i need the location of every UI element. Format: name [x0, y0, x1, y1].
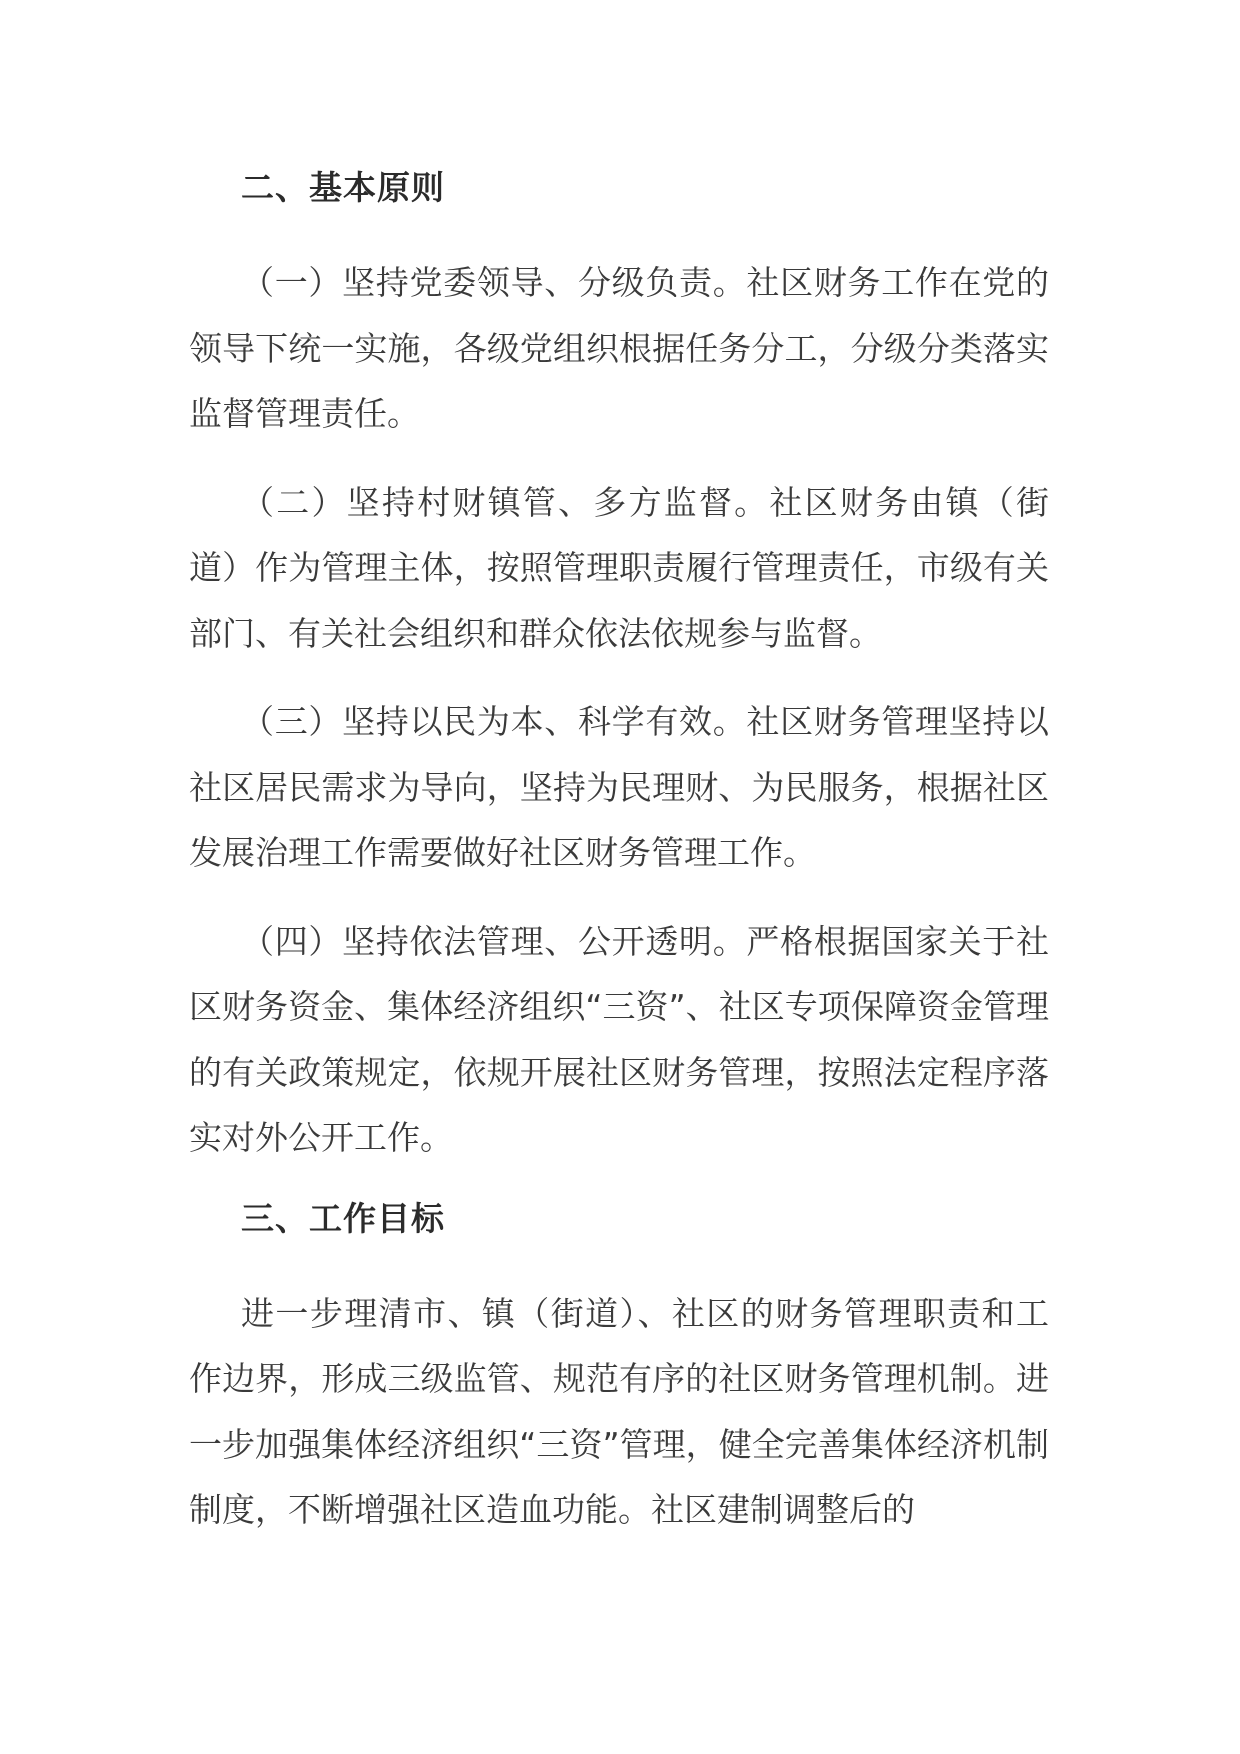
spacer	[189, 206, 1049, 250]
principle-paragraph-3: （三）坚持以民为本、科学有效。社区财务管理坚持以社区居民需求为导向，坚持为民理财、为民服务，根据社区发展治理工作需要做好社区财务管理工作。	[189, 702, 1049, 872]
spacer	[189, 1171, 1049, 1201]
principle-paragraph-4: （四）坚持依法管理、公开透明。严格根据国家关于社区财务资金、集体经济组织“三资”、社区专项保障资金管理的有关政策规定，依规开展社区财务管理，按照法定程序落实对外公开工作。	[189, 921, 1049, 1157]
document-body	[189, 170, 1049, 1543]
principle-paragraph-2: （二）坚持村财镇管、多方监督。社区财务由镇（街道）作为管理主体，按照管理职责履行管理责任，市级有关部门、有关社会组织和群众依法依规参与监督。	[189, 482, 1049, 653]
spacer	[189, 1237, 1049, 1281]
spacer	[189, 886, 1049, 909]
spacer	[189, 666, 1049, 689]
principle-paragraph-1: （一）坚持党委领导、分级负责。社区财务工作在党的领导下统一实施，各级党组织根据任务分工，分级分类落实监督管理责任。	[189, 263, 1049, 433]
section-heading-goals: 三、工作目标	[241, 1198, 445, 1238]
section-heading-principles: 二、基本原则	[241, 168, 445, 207]
goals-paragraph: 进一步理清市、镇（街道）、社区的财务管理职责和工作边界，形成三级监管、规范有序的社区财务管理机制。进一步加强集体经济组织“三资”管理，健全完善集体经济机制制度，不断增强社区造血功能。社区建制调整后的	[189, 1293, 1049, 1529]
spacer	[189, 447, 1049, 470]
